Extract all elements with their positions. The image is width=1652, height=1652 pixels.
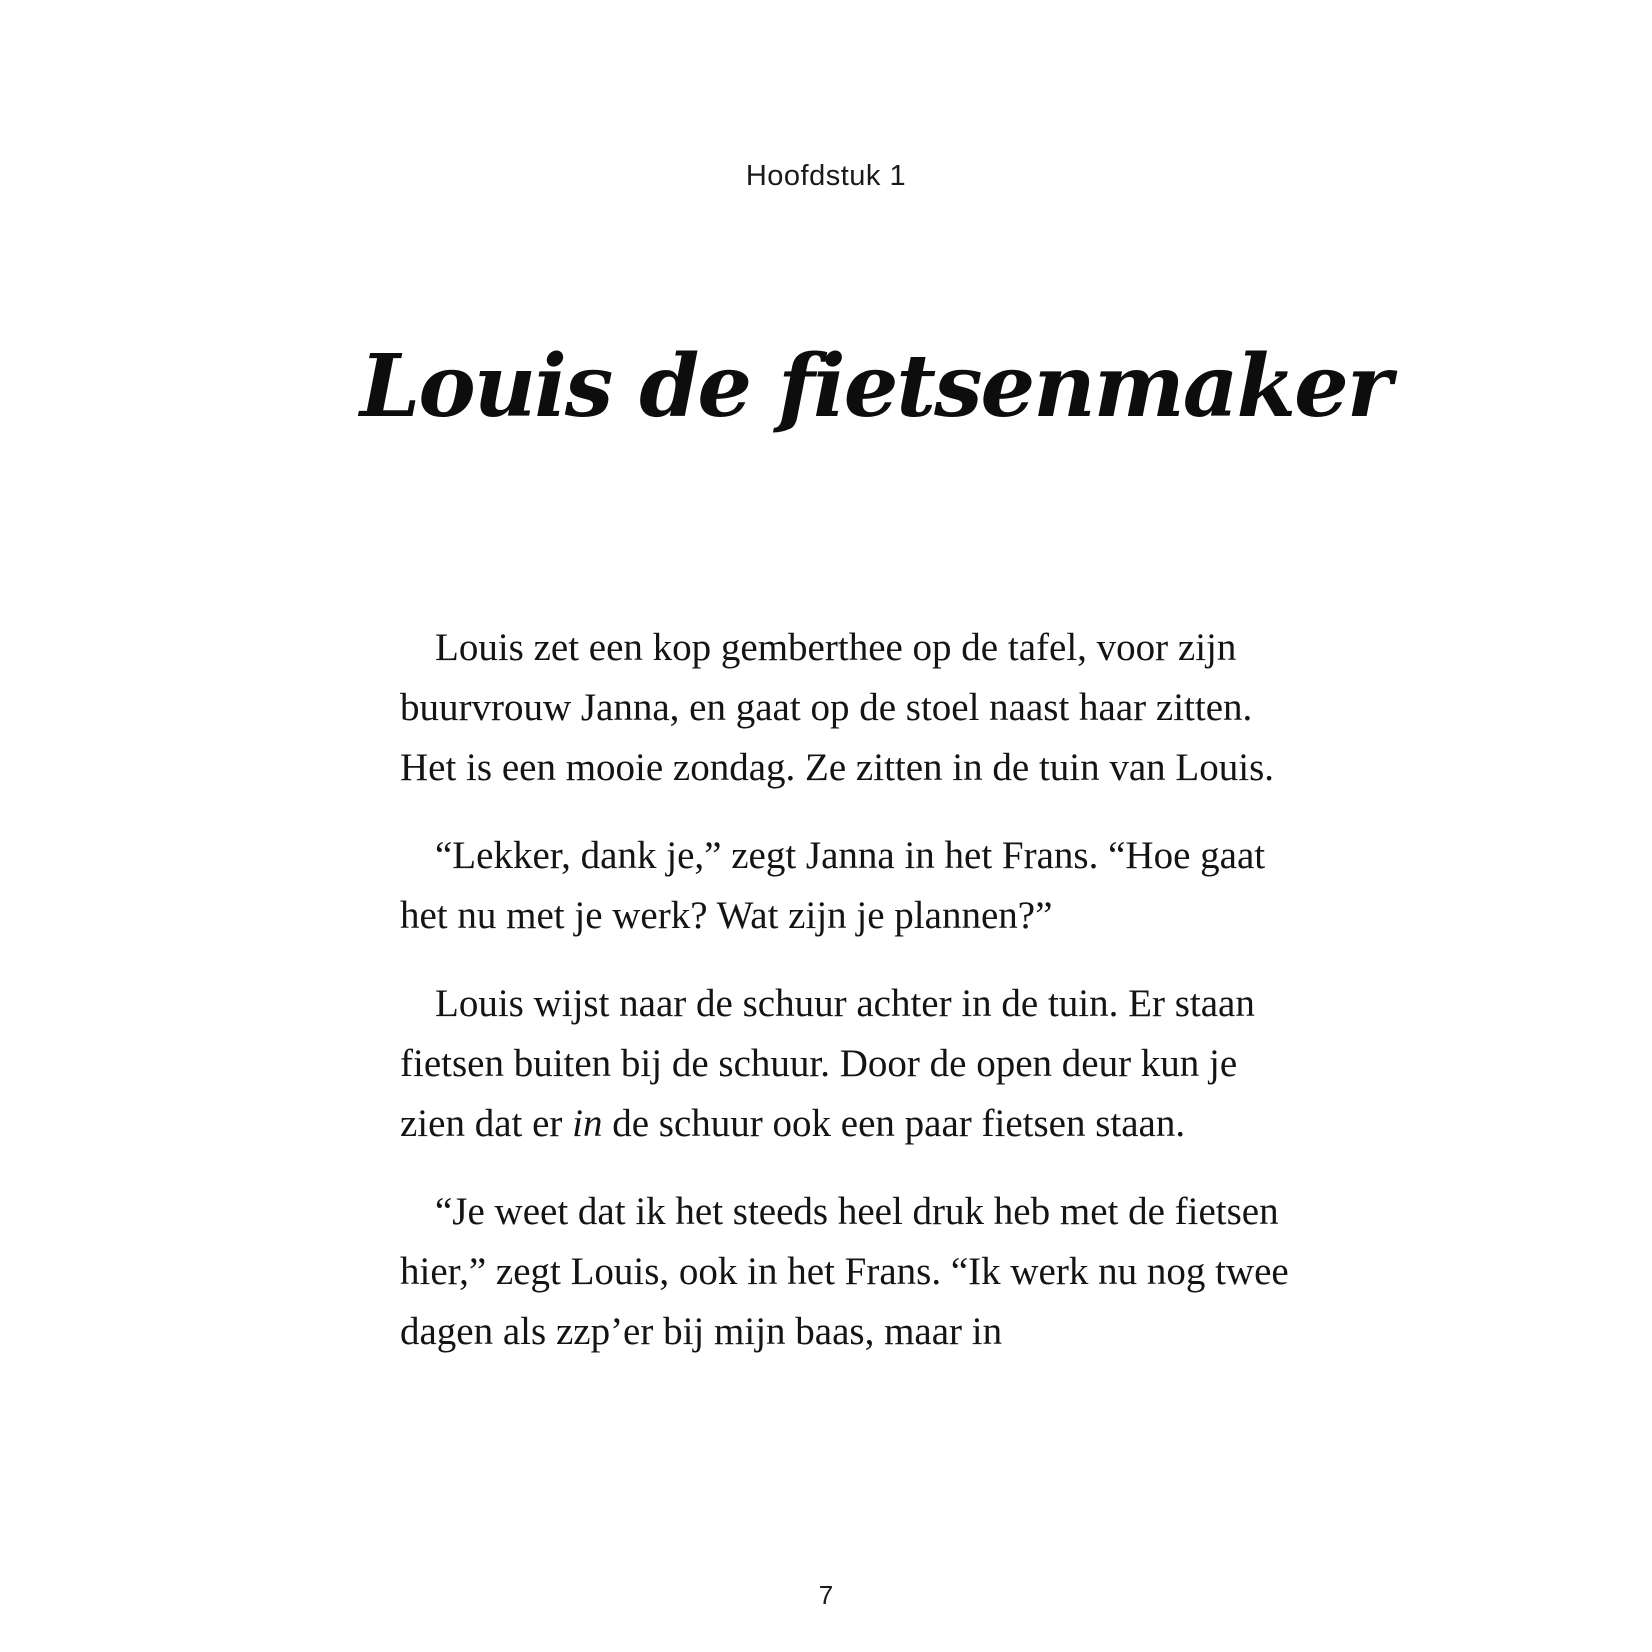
- paragraph: Louis zet een kop gemberthee op de tafel, voor zijn buurvrouw Janna, en gaat op de stoel naast haar zitten. Het is een mooie zondag. Ze zitten in de tuin van Louis.: [400, 626, 1275, 789]
- paragraph: “Je weet dat ik het steeds heel druk heb met de fietsen hier,” zegt Louis, ook in het Frans. “Ik werk nu nog twee dagen als zzp’er bij mijn baas, maar in: [400, 1190, 1289, 1353]
- paragraph-text: de schuur ook een paar fietsen staan.: [602, 1102, 1186, 1145]
- paragraph-text: Louis wijst naar de schuur achter in de tuin. Er staan fietsen buiten bij de schuur. Door de open deur kun je zien dat er: [400, 982, 1255, 1145]
- paragraph: “Lekker, dank je,” zegt Janna in het Frans. “Hoe gaat het nu met je werk? Wat zijn je plannen?”: [400, 834, 1266, 937]
- chapter-label: Hoofdstuk 1: [745, 160, 907, 192]
- chapter-title: Louis de fietsenmaker: [359, 336, 1391, 437]
- paragraph: [400, 974, 1300, 1154]
- chapter-body: [400, 618, 1300, 1390]
- page-number: 7: [818, 1580, 834, 1610]
- emphasized-word: in: [572, 1102, 603, 1145]
